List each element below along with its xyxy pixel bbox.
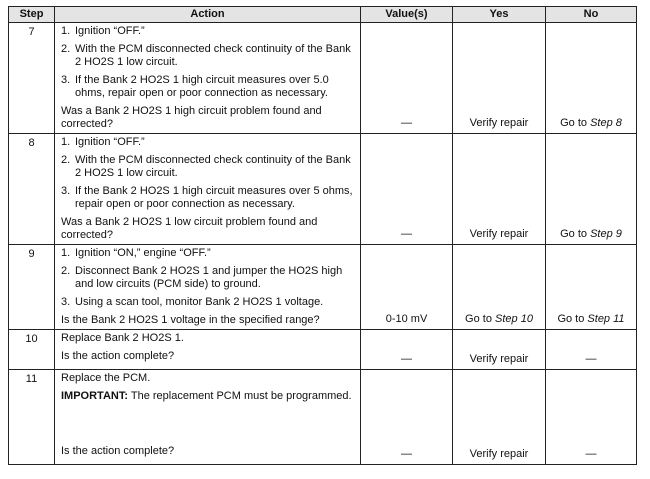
header-row bbox=[9, 7, 637, 23]
step-reference: Step 8 bbox=[590, 117, 622, 129]
list-item: 2. With the PCM disconnected check continuity of the Bank 2 HO2S 1 low circuit. bbox=[61, 154, 351, 179]
action-line: Replace the PCM. bbox=[61, 372, 151, 384]
header-no: No bbox=[546, 7, 637, 23]
yes-cell: Verify repair bbox=[453, 330, 546, 370]
list-item: 3. Using a scan tool, monitor Bank 2 HO2S 1 voltage. bbox=[61, 296, 324, 308]
question-text: Is the Bank 2 HO2S 1 voltage in the specified range? bbox=[61, 314, 320, 326]
no-cell: Go to Step 8 bbox=[546, 23, 637, 134]
value-cell: 0-10 mV bbox=[361, 245, 453, 330]
header-step: Step bbox=[9, 7, 55, 23]
value-cell: — bbox=[361, 370, 453, 465]
no-cell: — bbox=[546, 330, 637, 370]
value-cell: — bbox=[361, 23, 453, 134]
yes-cell: Verify repair bbox=[453, 134, 546, 245]
step-reference: Step 11 bbox=[587, 313, 625, 325]
step-reference: Step 9 bbox=[590, 228, 622, 240]
table-row bbox=[9, 245, 637, 330]
question-text: Was a Bank 2 HO2S 1 low circuit problem found and corrected? bbox=[61, 216, 318, 241]
table-row bbox=[9, 330, 637, 370]
list-item: 1. Ignition “OFF.” bbox=[61, 136, 145, 148]
action-cell bbox=[55, 23, 361, 134]
value-cell: — bbox=[361, 330, 453, 370]
yes-cell: Go to Step 10 bbox=[453, 245, 546, 330]
question-text: Is the action complete? bbox=[61, 445, 175, 457]
list-item: 1. Ignition “ON,” engine “OFF.” bbox=[61, 247, 211, 259]
no-cell: — bbox=[546, 370, 637, 465]
step-number: 8 bbox=[9, 134, 55, 245]
action-cell bbox=[55, 330, 361, 370]
step-number: 7 bbox=[9, 23, 55, 134]
step-number: 11 bbox=[9, 370, 55, 465]
no-cell: Go to Step 9 bbox=[546, 134, 637, 245]
no-cell: Go to Step 11 bbox=[546, 245, 637, 330]
action-line: Replace Bank 2 HO2S 1. bbox=[61, 332, 184, 344]
table-row bbox=[9, 23, 637, 134]
important-note: IMPORTANT: The replacement PCM must be programmed. bbox=[61, 390, 352, 402]
list-item: 1. Ignition “OFF.” bbox=[61, 25, 145, 37]
list-item: 2. Disconnect Bank 2 HO2S 1 and jumper the HO2S high and low circuits (PCM side) to ground. bbox=[61, 265, 343, 290]
list-item: 3. If the Bank 2 HO2S 1 high circuit measures over 5.0 ohms, repair open or poor connection as necessary. bbox=[61, 74, 329, 99]
diagnostic-table bbox=[8, 6, 637, 465]
yes-cell: Verify repair bbox=[453, 23, 546, 134]
question-text: Was a Bank 2 HO2S 1 high circuit problem found and corrected? bbox=[61, 105, 322, 130]
action-cell bbox=[55, 134, 361, 245]
important-label: IMPORTANT: bbox=[61, 390, 129, 402]
question-text: Is the action complete? bbox=[61, 350, 175, 362]
step-number: 9 bbox=[9, 245, 55, 330]
step-reference: Step 10 bbox=[495, 313, 533, 325]
value-cell: — bbox=[361, 134, 453, 245]
header-values: Value(s) bbox=[361, 7, 453, 23]
diagnostic-table-wrapper bbox=[8, 6, 636, 465]
list-item: 2. With the PCM disconnected check continuity of the Bank 2 HO2S 1 low circuit. bbox=[61, 43, 351, 68]
list-item: 3. If the Bank 2 HO2S 1 high circuit measures over 5 ohms, repair open or poor connection as necessary. bbox=[61, 185, 353, 210]
header-action: Action bbox=[55, 7, 361, 23]
table-row bbox=[9, 370, 637, 465]
step-number: 10 bbox=[9, 330, 55, 370]
header-yes: Yes bbox=[453, 7, 546, 23]
action-cell bbox=[55, 370, 361, 465]
table-row bbox=[9, 134, 637, 245]
action-cell bbox=[55, 245, 361, 330]
yes-cell: Verify repair bbox=[453, 370, 546, 465]
